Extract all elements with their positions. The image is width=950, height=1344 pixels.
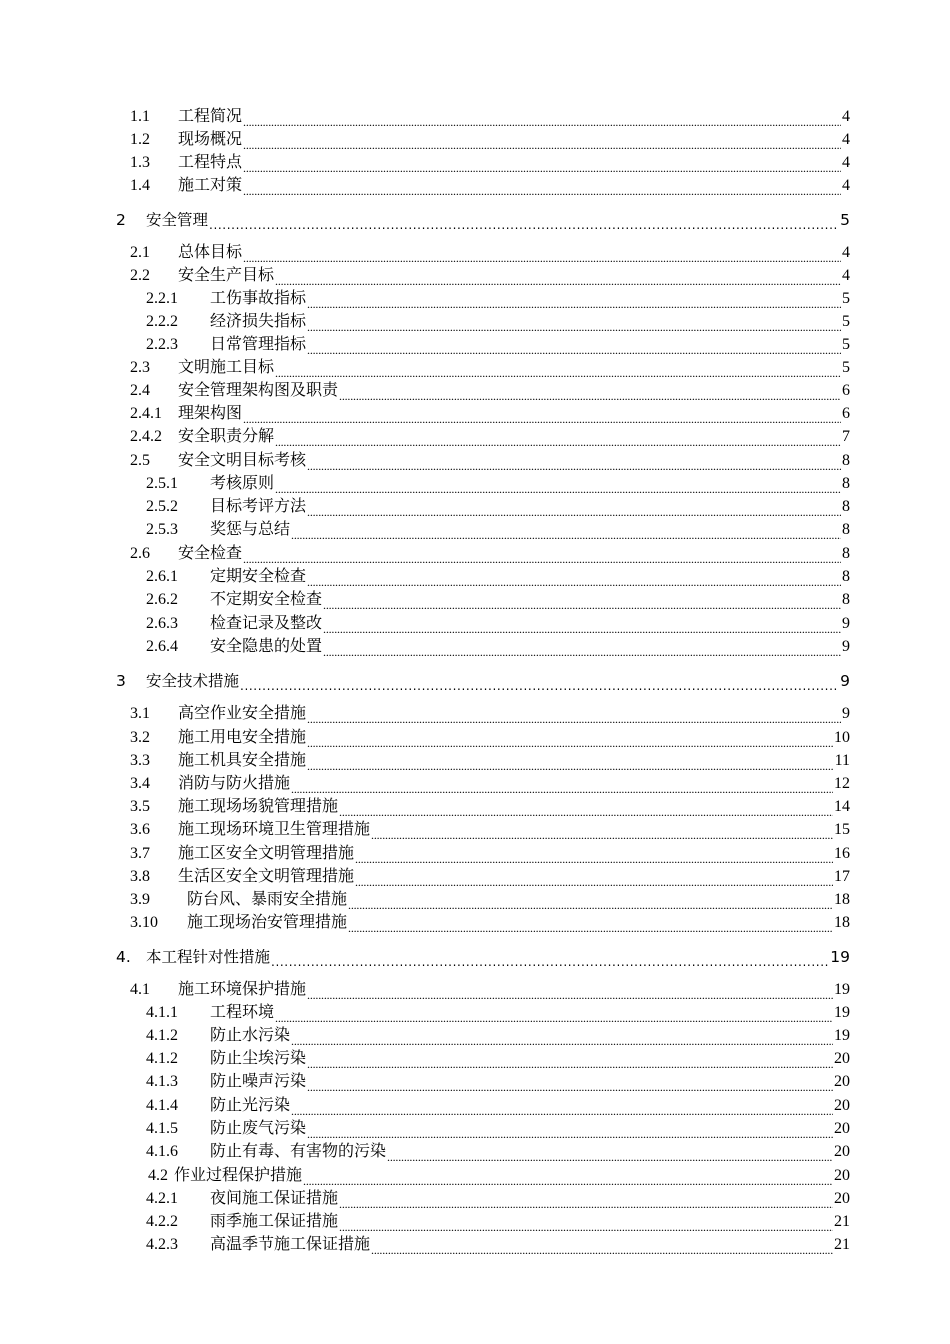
toc-entry-number: 1.4 xyxy=(130,177,150,194)
toc-entry[interactable] xyxy=(146,1048,850,1070)
toc-entry-number: 4. xyxy=(116,948,131,966)
dot-leader xyxy=(348,895,833,911)
dot-leader xyxy=(371,825,833,841)
toc-entry-title: 考核原则 xyxy=(210,475,275,492)
toc-entry-number: 4.1.6 xyxy=(146,1143,178,1160)
toc-entry-page-number: 9 xyxy=(842,615,850,632)
toc-entry-number: 3.10 xyxy=(130,914,158,931)
dot-leader xyxy=(339,802,833,818)
toc-entry-page-number: 9 xyxy=(842,705,850,722)
dot-leader xyxy=(339,1217,833,1233)
dot-leader xyxy=(387,1147,833,1163)
toc-entry[interactable] xyxy=(130,242,850,264)
toc-entry-title: 防台风、暴雨安全措施 xyxy=(187,891,348,908)
toc-entry-title: 目标考评方法 xyxy=(210,498,307,515)
toc-entry-title: 工伤事故指标 xyxy=(210,290,307,307)
toc-entry-number: 2.6.3 xyxy=(146,615,178,632)
toc-entry-page-number: 9 xyxy=(840,672,850,690)
toc-entry[interactable] xyxy=(146,1025,850,1047)
toc-entry[interactable] xyxy=(116,946,850,968)
toc-entry-page-number: 20 xyxy=(834,1143,850,1160)
toc-entry-title: 检查记录及整改 xyxy=(210,615,323,632)
dot-leader xyxy=(275,271,841,287)
toc-entry[interactable] xyxy=(130,543,850,565)
toc-entry-title: 理架构图 xyxy=(178,405,243,422)
toc-entry-page-number: 18 xyxy=(834,914,850,931)
toc-entry[interactable] xyxy=(130,912,850,934)
toc-entry-title: 生活区安全文明管理措施 xyxy=(178,868,355,885)
toc-entry[interactable] xyxy=(146,473,850,495)
toc-entry[interactable] xyxy=(116,209,850,231)
toc-entry-title: 施工现场治安管理措施 xyxy=(187,914,348,931)
toc-entry-number: 3.3 xyxy=(130,752,150,769)
toc-entry-page-number: 20 xyxy=(834,1073,850,1090)
toc-entry-page-number: 21 xyxy=(834,1236,850,1253)
toc-entry-number: 2.5.2 xyxy=(146,498,178,515)
toc-entry-page-number: 14 xyxy=(834,798,850,815)
dot-leader xyxy=(323,595,841,611)
toc-entry-page-number: 4 xyxy=(842,154,850,171)
toc-entry-number: 3.1 xyxy=(130,705,150,722)
toc-entry-number: 2.4 xyxy=(130,382,150,399)
dot-leader xyxy=(307,709,841,725)
toc-entry-number: 3.9 xyxy=(130,891,150,908)
toc-entry[interactable] xyxy=(130,773,850,795)
toc-entry[interactable] xyxy=(130,106,850,128)
toc-entry-number: 2.6.2 xyxy=(146,591,178,608)
toc-entry-number: 4.1.2 xyxy=(146,1050,178,1067)
dot-leader xyxy=(307,572,841,588)
toc-entry-title: 施工机具安全措施 xyxy=(178,752,307,769)
toc-entry-number: 2.3 xyxy=(130,359,150,376)
toc-entry-page-number: 20 xyxy=(834,1050,850,1067)
toc-entry[interactable] xyxy=(146,288,850,310)
dot-leader xyxy=(339,386,841,402)
toc-entry[interactable] xyxy=(146,1211,850,1233)
dot-leader xyxy=(307,1124,833,1140)
toc-entry-title: 施工对策 xyxy=(178,177,243,194)
toc-entry-page-number: 8 xyxy=(842,568,850,585)
toc-entry-page-number: 8 xyxy=(842,475,850,492)
toc-entry[interactable] xyxy=(130,450,850,472)
dot-leader xyxy=(291,779,833,795)
dot-leader xyxy=(307,985,833,1001)
toc-entry[interactable] xyxy=(130,843,850,865)
toc-entry[interactable] xyxy=(146,566,850,588)
toc-entry-title: 现场概况 xyxy=(178,131,243,148)
toc-entry-page-number: 8 xyxy=(842,521,850,538)
dot-leader xyxy=(348,918,833,934)
toc-entry[interactable] xyxy=(146,1002,850,1024)
toc-entry-number: 3 xyxy=(116,672,126,690)
toc-entry-page-number: 18 xyxy=(834,891,850,908)
toc-entry-title: 本工程针对性措施 xyxy=(146,948,271,966)
toc-entry-number: 3.2 xyxy=(130,729,150,746)
toc-entry-page-number: 5 xyxy=(842,359,850,376)
toc-entry-title: 安全职责分解 xyxy=(178,428,275,445)
toc-entry-number: 4.1 xyxy=(130,981,150,998)
toc-entry[interactable] xyxy=(146,519,850,541)
toc-entry[interactable] xyxy=(146,613,850,635)
toc-entry-title: 安全生产目标 xyxy=(178,267,275,284)
toc-entry[interactable] xyxy=(146,496,850,518)
toc-entry-number: 4.1.1 xyxy=(146,1004,178,1021)
toc-entry[interactable] xyxy=(130,403,850,425)
toc-entry-page-number: 17 xyxy=(834,868,850,885)
dot-leader xyxy=(323,619,841,635)
dot-leader xyxy=(291,1031,833,1047)
toc-entry-page-number: 4 xyxy=(842,267,850,284)
toc-entry-number: 1.1 xyxy=(130,108,150,125)
dot-leader xyxy=(243,409,841,425)
toc-entry-page-number: 4 xyxy=(842,131,850,148)
toc-entry-title: 安全管理 xyxy=(146,211,209,229)
toc-entry-number: 4.2.1 xyxy=(146,1190,178,1207)
toc-entry-number: 2.5 xyxy=(130,452,150,469)
toc-entry-page-number: 4 xyxy=(842,177,850,194)
toc-entry-page-number: 20 xyxy=(834,1120,850,1137)
toc-entry-page-number: 5 xyxy=(842,290,850,307)
toc-entry-title: 高温季节施工保证措施 xyxy=(210,1236,371,1253)
toc-entry-page-number: 19 xyxy=(834,981,850,998)
toc-entry-page-number: 11 xyxy=(834,752,850,769)
dot-leader xyxy=(291,525,841,541)
toc-entry-page-number: 6 xyxy=(842,382,850,399)
toc-entry-number: 2.5.1 xyxy=(146,475,178,492)
toc-entry[interactable] xyxy=(146,1141,850,1163)
toc-entry-number: 2.6 xyxy=(130,545,150,562)
toc-entry-title: 安全检查 xyxy=(178,545,243,562)
toc-entry-number: 4.2 xyxy=(148,1167,168,1184)
dot-leader xyxy=(291,1101,833,1117)
dot-leader xyxy=(307,317,841,333)
toc-entry-page-number: 12 xyxy=(834,775,850,792)
toc-entry-page-number: 9 xyxy=(842,638,850,655)
toc-entry-number: 3.7 xyxy=(130,845,150,862)
toc-entry-page-number: 20 xyxy=(834,1097,850,1114)
toc-entry-page-number: 15 xyxy=(834,821,850,838)
toc-entry-number: 4.2.3 xyxy=(146,1236,178,1253)
toc-entry-number: 3.8 xyxy=(130,868,150,885)
toc-entry-title: 施工用电安全措施 xyxy=(178,729,307,746)
toc-entry-number: 2.4.1 xyxy=(130,405,162,422)
toc-entry-number: 2.2 xyxy=(130,267,150,284)
dot-leader xyxy=(307,294,841,310)
toc-entry-page-number: 5 xyxy=(842,336,850,353)
toc-entry-title: 工程简况 xyxy=(178,108,243,125)
toc-entry-page-number: 10 xyxy=(834,729,850,746)
dot-leader xyxy=(275,479,841,495)
toc-entry-page-number: 8 xyxy=(842,545,850,562)
toc-entry-page-number: 21 xyxy=(834,1213,850,1230)
toc-entry[interactable] xyxy=(146,1118,850,1140)
toc-entry-number: 1.2 xyxy=(130,131,150,148)
dot-leader xyxy=(240,676,839,692)
toc-entry-page-number: 4 xyxy=(842,108,850,125)
toc-entry[interactable] xyxy=(130,727,850,749)
toc-entry-page-number: 16 xyxy=(834,845,850,862)
toc-entry-page-number: 20 xyxy=(834,1190,850,1207)
toc-entry[interactable] xyxy=(130,889,850,911)
dot-leader xyxy=(209,215,839,231)
toc-entry[interactable] xyxy=(130,979,850,1001)
dot-leader xyxy=(243,158,841,174)
toc-entry[interactable] xyxy=(146,636,850,658)
toc-entry-page-number: 19 xyxy=(834,1027,850,1044)
toc-entry-title: 总体目标 xyxy=(178,244,243,261)
dot-leader xyxy=(275,432,841,448)
toc-entry-title: 防止噪声污染 xyxy=(210,1073,307,1090)
toc-entry-page-number: 6 xyxy=(842,405,850,422)
toc-entry-number: 2 xyxy=(116,211,126,229)
dot-leader xyxy=(371,1240,833,1256)
toc-entry[interactable] xyxy=(146,589,850,611)
toc-entry-number: 2.4.2 xyxy=(130,428,162,445)
toc-entry[interactable] xyxy=(130,380,850,402)
dot-leader xyxy=(243,549,841,565)
toc-entry-page-number: 8 xyxy=(842,591,850,608)
toc-entry-title: 雨季施工保证措施 xyxy=(210,1213,339,1230)
toc-entry[interactable] xyxy=(130,152,850,174)
toc-entry-title: 施工现场环境卫生管理措施 xyxy=(178,821,371,838)
dot-leader xyxy=(243,181,841,197)
toc-entry-number: 2.5.3 xyxy=(146,521,178,538)
toc-entry-title: 作业过程保护措施 xyxy=(174,1167,303,1184)
toc-entry-number: 2.2.2 xyxy=(146,313,178,330)
dot-leader xyxy=(275,363,841,379)
toc-entry[interactable] xyxy=(146,1071,850,1093)
toc-entry-title: 防止尘埃污染 xyxy=(210,1050,307,1067)
toc-entry-title: 防止废气污染 xyxy=(210,1120,307,1137)
toc-entry[interactable] xyxy=(130,796,850,818)
dot-leader xyxy=(355,872,833,888)
toc-entry[interactable] xyxy=(130,703,850,725)
toc-entry-title: 日常管理指标 xyxy=(210,336,307,353)
toc-entry-title: 夜间施工保证措施 xyxy=(210,1190,339,1207)
toc-entry-number: 4.1.4 xyxy=(146,1097,178,1114)
dot-leader xyxy=(307,733,833,749)
dot-leader xyxy=(275,1008,833,1024)
toc-entry-number: 3.5 xyxy=(130,798,150,815)
toc-entry-number: 4.1.5 xyxy=(146,1120,178,1137)
dot-leader xyxy=(323,642,841,658)
dot-leader xyxy=(243,248,841,264)
toc-entry-number: 2.6.1 xyxy=(146,568,178,585)
toc-entry-title: 安全技术措施 xyxy=(146,672,240,690)
toc-entry[interactable] xyxy=(130,357,850,379)
toc-entry-title: 奖惩与总结 xyxy=(210,521,291,538)
dot-leader xyxy=(243,135,841,151)
toc-entry-title: 安全隐患的处置 xyxy=(210,638,323,655)
toc-entry-number: 2.1 xyxy=(130,244,150,261)
toc-entry[interactable] xyxy=(130,175,850,197)
toc-entry-number: 2.2.1 xyxy=(146,290,178,307)
toc-entry-title: 高空作业安全措施 xyxy=(178,705,307,722)
dot-leader xyxy=(307,502,841,518)
toc-entry[interactable] xyxy=(130,819,850,841)
toc-entry-title: 防止光污染 xyxy=(210,1097,291,1114)
toc-entry-number: 3.4 xyxy=(130,775,150,792)
toc-entry-number: 2.6.4 xyxy=(146,638,178,655)
toc-entry-title: 安全文明目标考核 xyxy=(178,452,307,469)
toc-entry-page-number: 5 xyxy=(842,313,850,330)
toc-entry-page-number: 4 xyxy=(842,244,850,261)
toc-entry[interactable] xyxy=(130,265,850,287)
toc-entry[interactable] xyxy=(130,750,850,772)
toc-entry-page-number: 20 xyxy=(834,1167,850,1184)
dot-leader xyxy=(307,1077,833,1093)
toc-entry-title: 施工环境保护措施 xyxy=(178,981,307,998)
dot-leader xyxy=(307,1054,833,1070)
toc-entry[interactable] xyxy=(116,670,850,692)
toc-entry-number: 2.2.3 xyxy=(146,336,178,353)
dot-leader xyxy=(307,756,834,772)
toc-entry[interactable] xyxy=(148,1165,850,1187)
toc-entry-page-number: 5 xyxy=(840,211,850,229)
dot-leader xyxy=(303,1171,833,1187)
toc-entry-title: 定期安全检查 xyxy=(210,568,307,585)
toc-entry-title: 工程特点 xyxy=(178,154,243,171)
toc-entry-title: 文明施工目标 xyxy=(178,359,275,376)
toc-entry-title: 施工区安全文明管理措施 xyxy=(178,845,355,862)
toc-entry[interactable] xyxy=(146,334,850,356)
toc-entry[interactable] xyxy=(146,1234,850,1256)
dot-leader xyxy=(243,112,841,128)
toc-entry-page-number: 8 xyxy=(842,452,850,469)
toc-entry-page-number: 19 xyxy=(834,1004,850,1021)
dot-leader xyxy=(307,456,841,472)
dot-leader xyxy=(307,340,841,356)
toc-entry-title: 消防与防火措施 xyxy=(178,775,291,792)
dot-leader xyxy=(271,952,829,968)
dot-leader xyxy=(339,1194,833,1210)
toc-entry-number: 3.6 xyxy=(130,821,150,838)
toc-entry[interactable] xyxy=(130,866,850,888)
dot-leader xyxy=(355,849,833,865)
toc-entry-title: 施工现场场貌管理措施 xyxy=(178,798,339,815)
toc-entry-title: 经济损失指标 xyxy=(210,313,307,330)
toc-entry-title: 防止水污染 xyxy=(210,1027,291,1044)
toc-entry-title: 工程环境 xyxy=(210,1004,275,1021)
toc-entry-title: 不定期安全检查 xyxy=(210,591,323,608)
toc-entry[interactable] xyxy=(146,1188,850,1210)
toc-entry-number: 4.1.3 xyxy=(146,1073,178,1090)
toc-entry-title: 安全管理架构图及职责 xyxy=(178,382,339,399)
toc-entry[interactable] xyxy=(130,129,850,151)
toc-entry-page-number: 19 xyxy=(830,948,850,966)
toc-entry[interactable] xyxy=(130,426,850,448)
toc-entry[interactable] xyxy=(146,311,850,333)
toc-entry-number: 4.2.2 xyxy=(146,1213,178,1230)
toc-entry-page-number: 8 xyxy=(842,498,850,515)
toc-entry-title: 防止有毒、有害物的污染 xyxy=(210,1143,387,1160)
toc-entry-number: 1.3 xyxy=(130,154,150,171)
toc-entry[interactable] xyxy=(146,1095,850,1117)
toc-entry-number: 4.1.2 xyxy=(146,1027,178,1044)
toc-entry-page-number: 7 xyxy=(842,428,850,445)
